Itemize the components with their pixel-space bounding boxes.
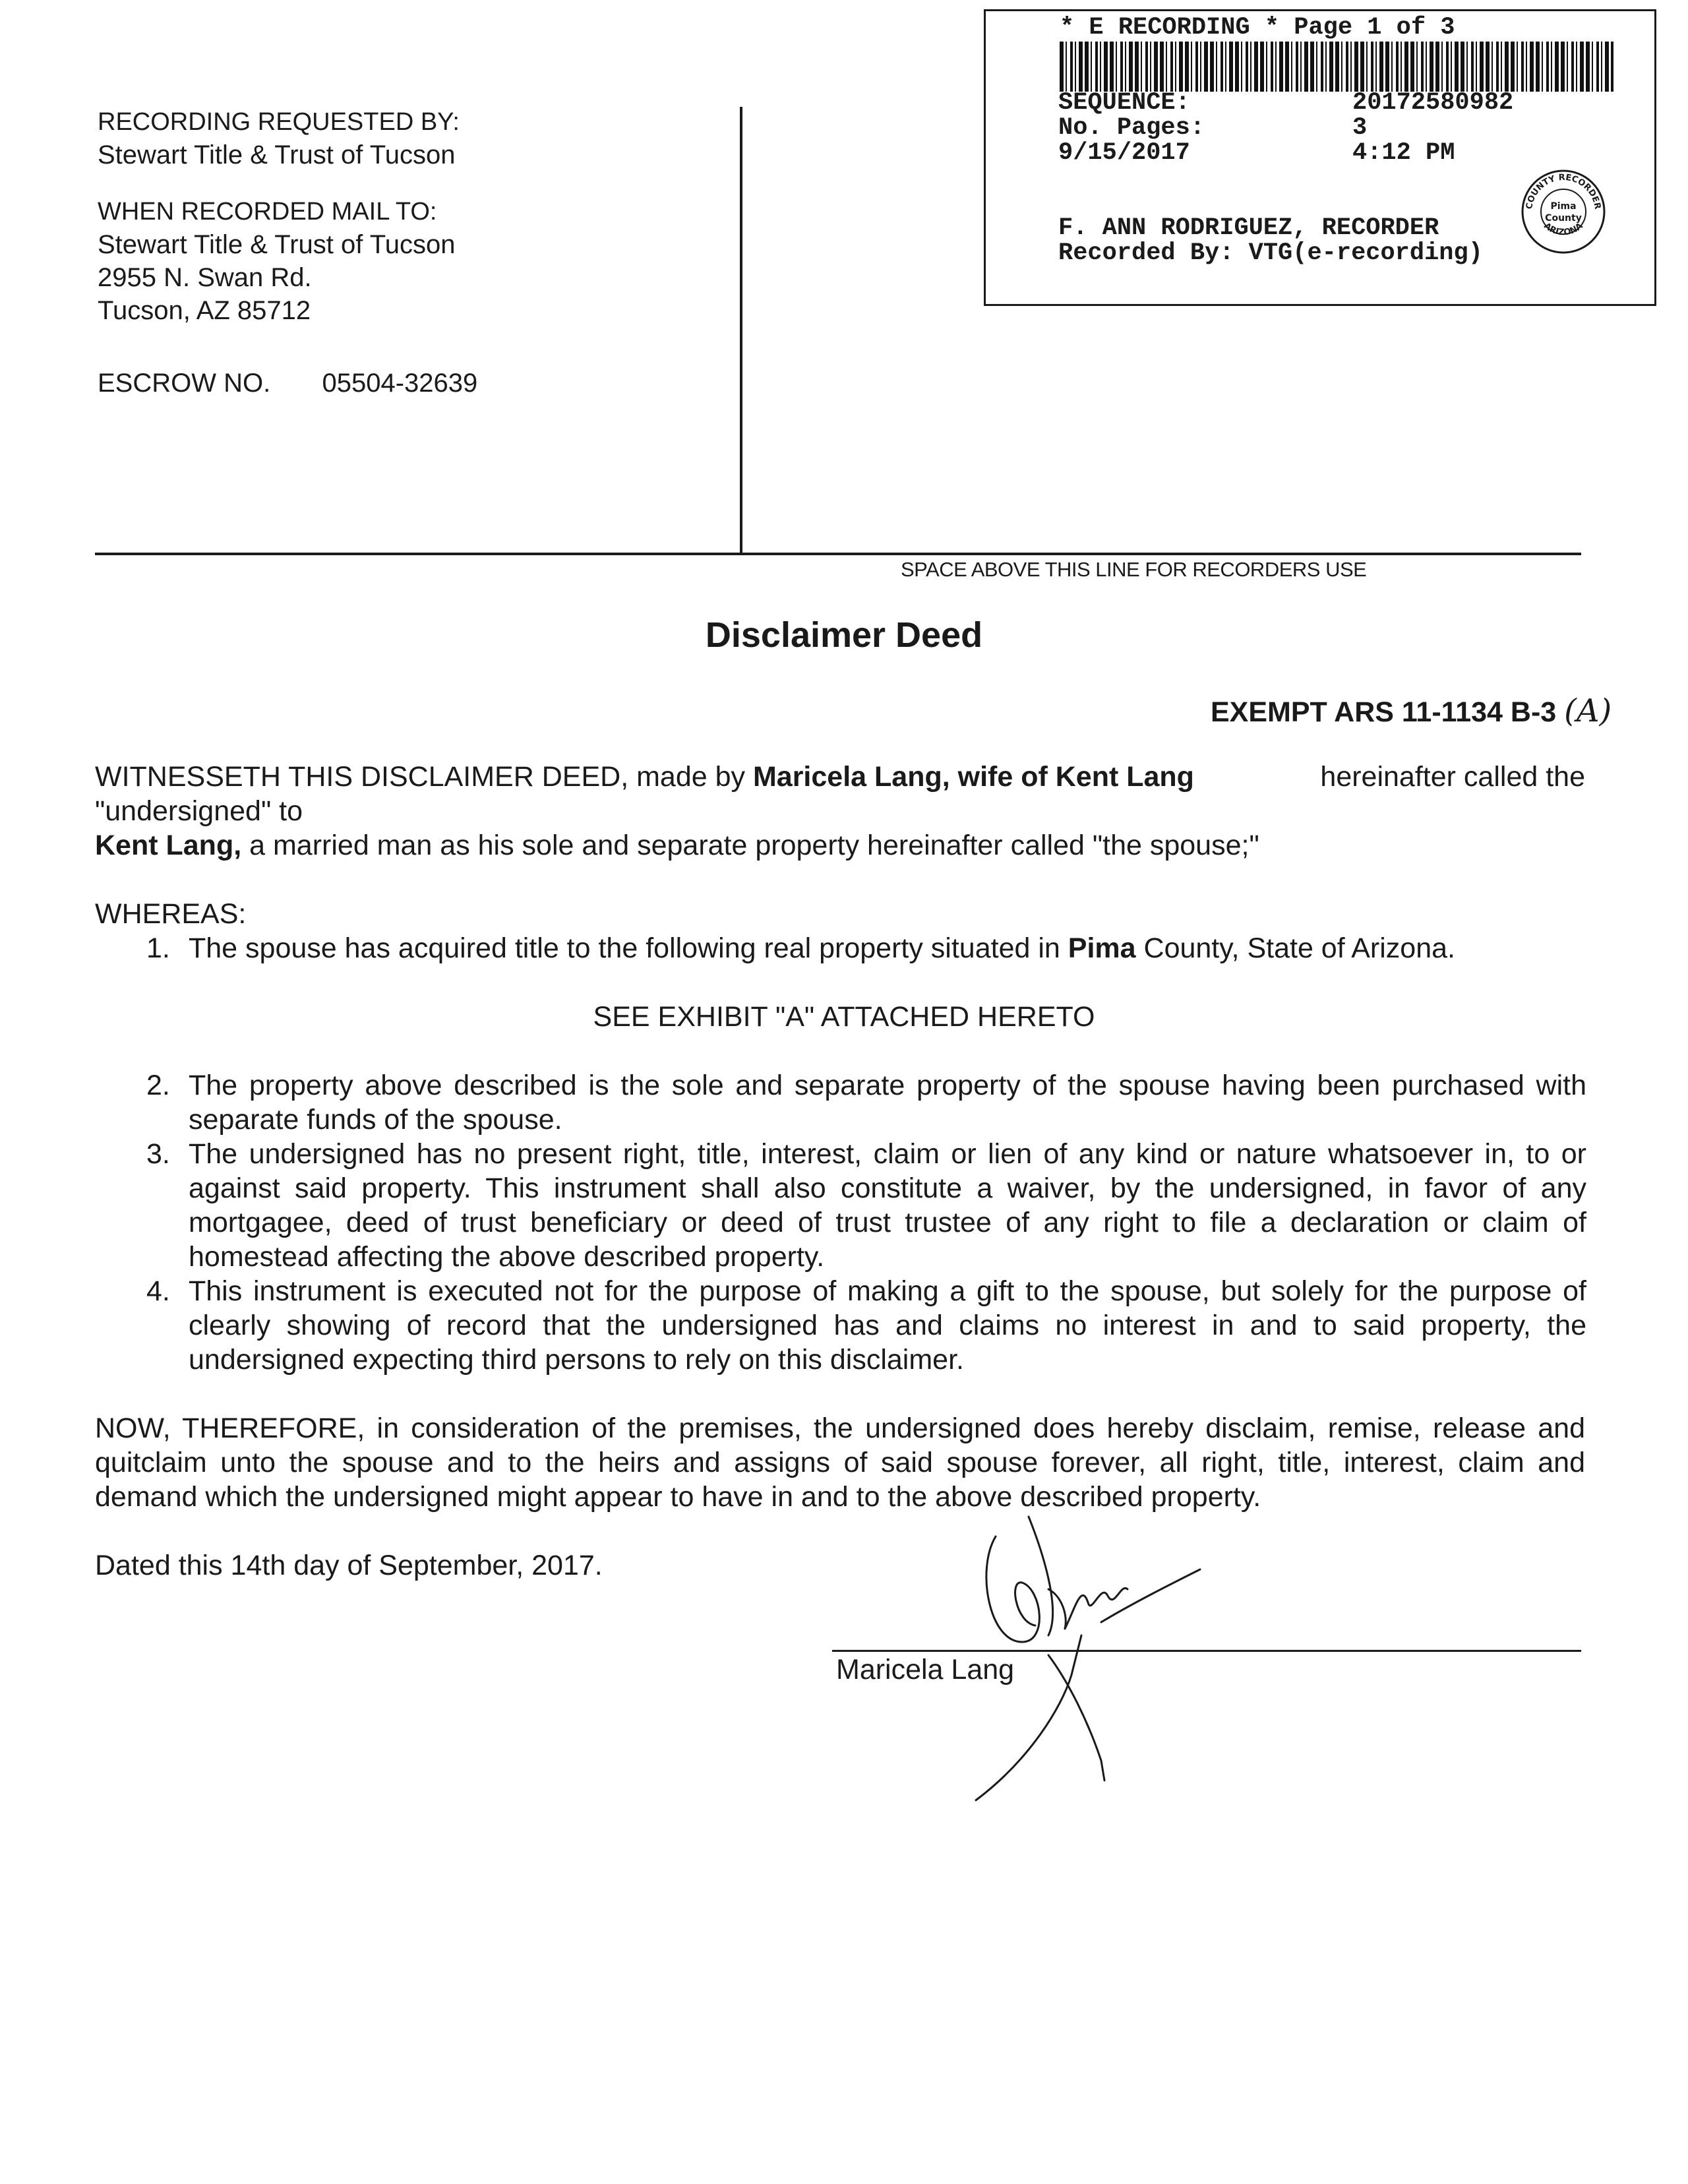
recording-requested-label: RECORDING REQUESTED BY:	[98, 108, 460, 136]
signer-name: Maricela Lang	[836, 1654, 1015, 1685]
mail-to-street: 2955 N. Swan Rd.	[98, 263, 312, 292]
recording-requested-block	[98, 106, 460, 171]
mail-to-block	[98, 195, 455, 327]
witnesseth-mid: hereinafter called the	[1320, 761, 1585, 793]
county-name: Pima	[1068, 932, 1136, 964]
county-seal-icon	[1519, 167, 1608, 257]
item1-tail: County, State of Arizona.	[1135, 932, 1455, 964]
recorder-name: F. ANN RODRIGUEZ, RECORDER	[1058, 214, 1439, 242]
header-divider-vertical	[740, 107, 742, 553]
grantee-name: Kent Lang,	[95, 830, 242, 861]
recorded-by: Recorded By: VTG(e-recording)	[1058, 239, 1483, 267]
document-title: Disclaimer Deed	[705, 615, 983, 655]
whereas-heading: WHEREAS:	[95, 898, 247, 930]
escrow-label: ESCROW NO.	[98, 369, 271, 398]
exempt-text: EXEMPT ARS 11-1134 B-3	[1211, 696, 1557, 728]
recorder-space-note: SPACE ABOVE THIS LINE FOR RECORDERS USE	[901, 558, 1367, 581]
mail-to-city: Tucson, AZ 85712	[98, 296, 311, 325]
recording-header: * E RECORDING * Page 1 of 3	[1060, 14, 1455, 42]
item3-text: The undersigned has no present right, title, interest, claim or lien of any kind or nature whatsoever in, to or against said property. This instrument shall also constitute a waiver, by the undersigned, in favor of any mortgagee, deed of trust beneficiary or deed of trust trustee of any right to file a declaration or claim of homestead affecting the above described property.	[189, 1138, 1586, 1273]
recorder-space-line	[95, 553, 1581, 555]
item-number: 3.	[146, 1138, 170, 1170]
exempt-handwritten-mark: (A)	[1564, 692, 1612, 729]
grantor-name: Maricela Lang, wife of Kent Lang	[752, 761, 1194, 793]
item-number: 4.	[146, 1275, 170, 1307]
witnesseth-line2: "undersigned" to	[95, 795, 303, 827]
pages-label: No. Pages:	[1058, 114, 1205, 142]
barcode	[1060, 42, 1613, 92]
mail-to-label: WHEN RECORDED MAIL TO:	[98, 198, 437, 226]
witnesseth-tail: a married man as his sole and separate property hereinafter called "the spouse;"	[241, 830, 1259, 861]
item2-text: The property above described is the sole and separate property of the spouse having been purchased with separate funds of the spouse.	[189, 1070, 1586, 1136]
sequence-value: 20172580982	[1352, 89, 1514, 117]
seal-top-text: COUNTY RECORDER	[1524, 172, 1602, 210]
escrow-number: 05504-32639	[322, 369, 478, 398]
item-number: 1.	[146, 932, 170, 964]
mail-to-name: Stewart Title & Trust of Tucson	[98, 230, 456, 259]
exempt-statement	[1211, 692, 1612, 729]
seal-center-line2: County	[1545, 213, 1582, 224]
recording-time: 4:12 PM	[1352, 139, 1455, 167]
exhibit-reference: SEE EXHIBIT "A" ATTACHED HERETO	[593, 1001, 1095, 1033]
recording-date: 9/15/2017	[1058, 139, 1190, 167]
item4-text: This instrument is executed not for the purpose of making a gift to the spouse, but solely for the purpose of clearly showing of record that the undersigned has and claims no interest in and to said property, the undersigned expecting third persons to rely on this disclaimer.	[189, 1275, 1586, 1376]
sequence-label: SEQUENCE:	[1058, 89, 1190, 117]
pages-value: 3	[1352, 114, 1368, 142]
seal-center-line1: Pima	[1550, 201, 1577, 212]
recording-stamp-box	[984, 9, 1656, 306]
recording-requested-name: Stewart Title & Trust of Tucson	[98, 140, 456, 169]
witnesseth-paragraph	[95, 760, 1585, 863]
item-number: 2.	[146, 1070, 170, 1101]
witnesseth-lead: WITNESSETH THIS DISCLAIMER DEED, made by	[95, 761, 753, 793]
now-therefore-paragraph: NOW, THEREFORE, in consideration of the premises, the undersigned does hereby disclaim, remise, release and quitclaim unto the spouse and to the heirs and assigns of said spouse forever, all right, title, interest, claim and demand which the undersigned might appear to have in and to the above described property.	[95, 1412, 1585, 1513]
item1-lead: The spouse has acquired title to the following real property situated in	[189, 932, 1068, 964]
escrow-block	[98, 367, 477, 400]
dated-line: Dated this 14th day of September, 2017.	[95, 1550, 603, 1581]
seal-bottom-text: ARIZONA	[1542, 221, 1585, 238]
